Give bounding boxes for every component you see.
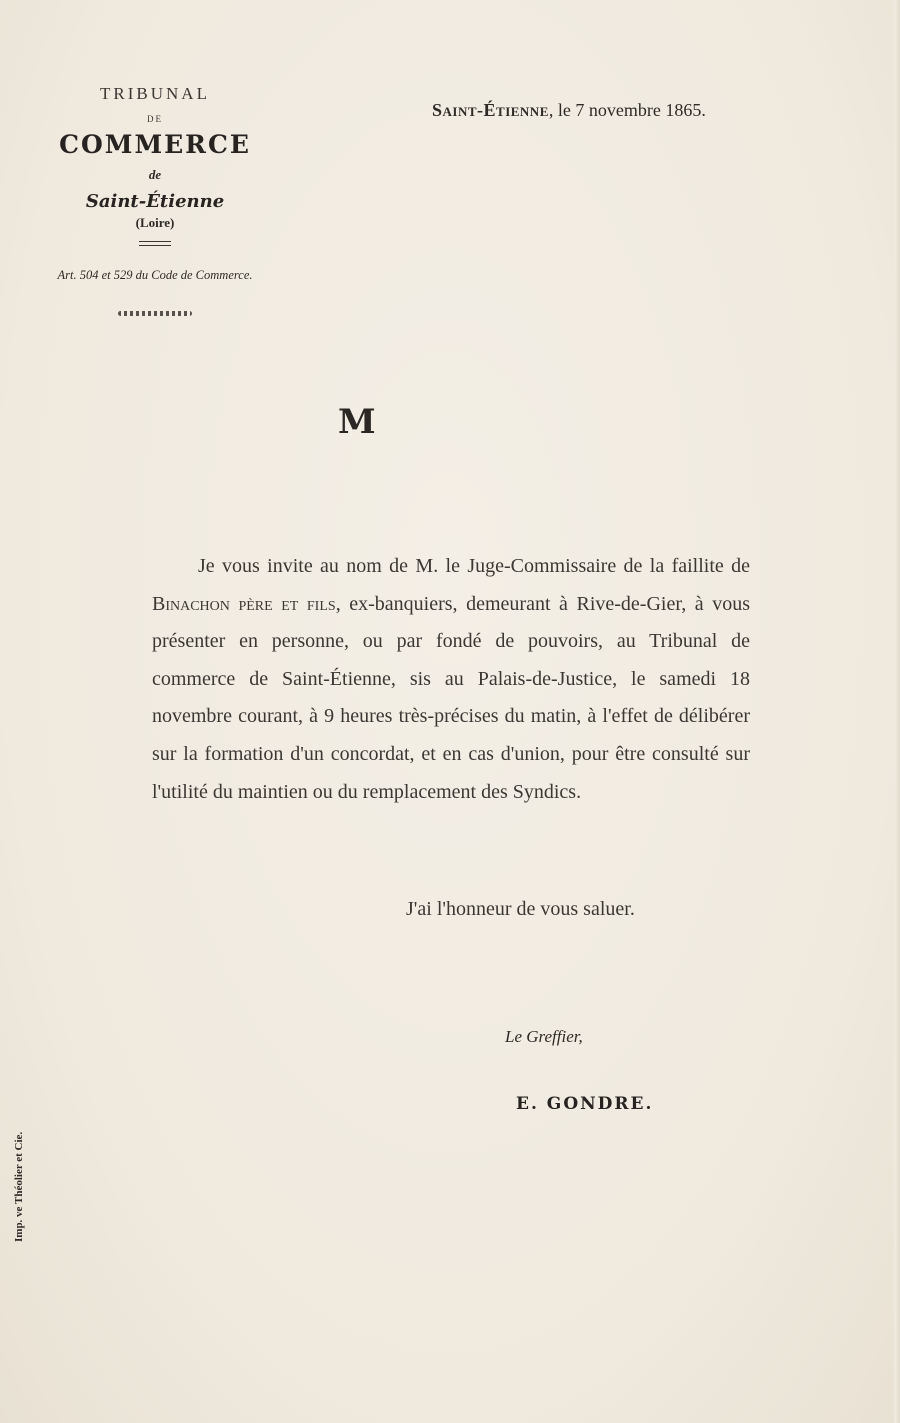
- letterhead-department: (Loire): [135, 215, 175, 230]
- place-date: [432, 100, 706, 121]
- place-date-text: , le 7 novembre 1865.: [548, 100, 706, 120]
- signer-title: Le Greffier,: [505, 1027, 583, 1046]
- ornament-rule-decorative: [118, 311, 192, 316]
- salutation: M: [338, 402, 376, 442]
- debtor-name: Binachon père et fils: [152, 592, 336, 615]
- letterhead-tribunal: TRIBUNAL: [100, 84, 210, 103]
- ornament-rule: [139, 241, 171, 246]
- place-date-city: Saint-Étienne: [432, 100, 549, 120]
- letter-body-part2: , ex-banquiers, demeurant à Rive-de-Gier, à vous présenter en personne, ou par fondé de pouvoirs, au Tribunal de commerce de Saint-Étienne, sis au Palais-de-Justice, le samedi 18 novembre courant, à 9 heures très-précises du matin, à l'effet de délibérer sur la formation d'un concordat, et en cas d'union, pour être consulté sur l'utilité du maintien ou du remplacement des Syndics.: [152, 592, 750, 803]
- letterhead-de: DE: [147, 114, 163, 124]
- letterhead-commerce: COMMERCE: [59, 130, 251, 159]
- signer-name: E. GONDRE.: [516, 1094, 654, 1114]
- letterhead-articles: Art. 504 et 529 du Code de Commerce.: [57, 268, 253, 282]
- printer-imprint: [13, 1131, 29, 1242]
- letter-body: [152, 548, 750, 811]
- letterhead-de-lower: de: [148, 167, 162, 182]
- letterhead: [20, 84, 290, 316]
- printer-imprint-text: Imp. ve Théolier et Cie.: [13, 1131, 25, 1242]
- letterhead-city: Saint-Étienne: [85, 191, 225, 212]
- page-edge: [894, 0, 900, 1423]
- closing-formula: J'ai l'honneur de vous saluer.: [406, 898, 635, 920]
- letter-body-part1: Je vous invite au nom de M. le Juge-Commissaire de la faillite de: [198, 555, 750, 577]
